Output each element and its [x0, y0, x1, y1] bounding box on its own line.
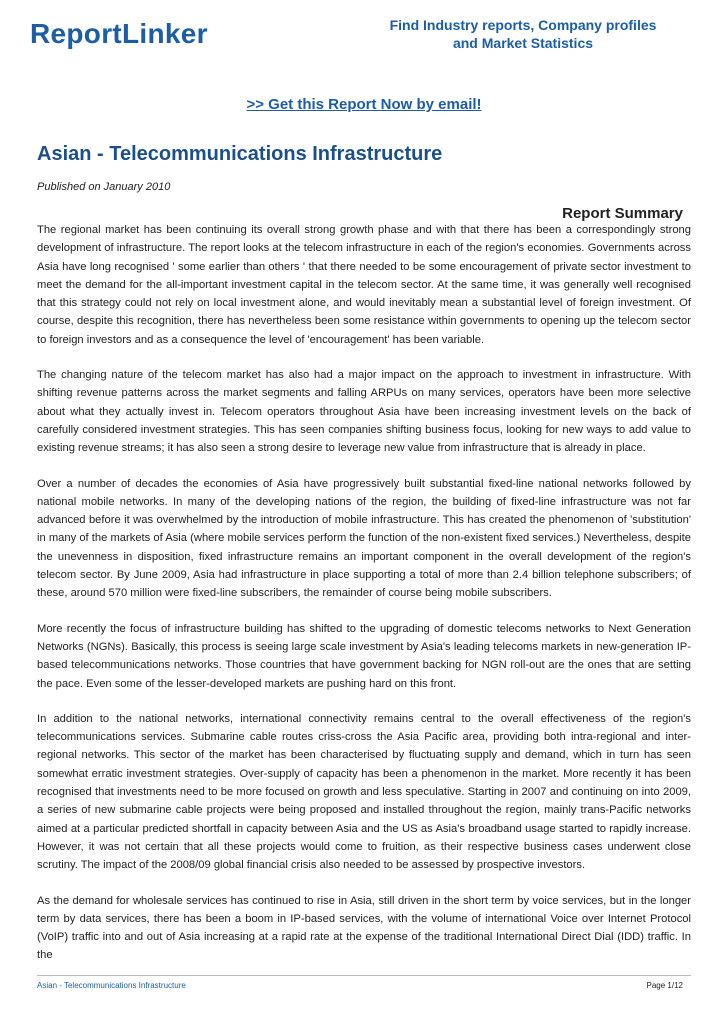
summary-paragraph: In addition to the national networks, international connectivity remains central to the overall effectiveness of the region's telecommunications services. Submarine cable routes criss-cross the Asia Pacific area, providing both intra-regional and inter-regional networks. This sector of the market has been characterised by fluctuating supply and demand, which in turn has seen somewhat erratic investment strategies. Over-supply of capacity has been a phenomenon in the market. More recently it has been recognised that investments need to be more focused on growth and less speculative. Starting in 2007 and continuing on into 2009, a series of new submarine cable projects were being proposed and installed throughout the region, mainly trans-Pacific networks aimed at a particular predicted shortfall in capacity between Asia and the US as Asia's broadband usage started to rapidly increase. However, it was not certain that all these projects would come to fruition, as their respective business cases underwent close scrutiny. The impact of the 2008/09 global financial crisis also needed to be assessed by prospective investors. — [37, 712, 691, 872]
header-tagline — [378, 16, 668, 52]
page-number: Page 1/12 — [646, 981, 683, 990]
summary-paragraph: The regional market has been continuing its overall strong growth phase and with that there has been a correspondingly strong development of infrastructure. The report looks at the telecom infrastructure in each of the region's economies. Governments across Asia have long recognised ' some earlier than others ' that there needed to be some encouragement of private sector investment to meet the demand for the all-important investment capital in the telecom sector. At the same time, it was generally well recognised that this strategy could not rely on local investment alone, and would inevitably mean a substantial level of foreign investment. Of course, despite this recognition, there has nevertheless been some resistance within governments to opening up the telecom sector to foreign investors and as a consequence the level of 'encouragement' has been variable. — [37, 224, 691, 346]
summary-paragraph: Over a number of decades the economies of Asia have progressively built substantial fixed-line national networks followed by national mobile networks. In many of the developing nations of the region, the building of fixed-line infrastructure was not far advanced before it was overwhelmed by the introduction of mobile infrastructure. This has created the phenomenon of 'substitution' in many of the markets of Asia (where mobile services perform the function of the non-existent fixed services.) Nevertheless, despite the unevenness in disposition, fixed infrastructure remains an important component in the overall development of the region's telecom sector. By June 2009, Asia had infrastructure in place supporting a total of more than 2.4 billion telephone subscribers; of these, around 570 million were fixed-line subscribers, the remainder of course being mobile subscribers. — [37, 477, 691, 600]
published-date: Published on January 2010 — [37, 181, 171, 193]
footer-report-link[interactable]: Asian - Telecommunications Infrastructure — [37, 981, 186, 990]
report-summary-body — [37, 221, 691, 982]
summary-paragraph: As the demand for wholesale services has continued to rise in Asia, still driven in the short term by voice services, but in the longer term by data services, there has been a boom in IP-based services, with the volume of international Voice over Internet Protocol (VoIP) traffic into and out of Asia increasing at a rapid rate at the expense of the traditional International Direct Dial (IDD) traffic. In the — [37, 894, 691, 962]
get-report-link[interactable]: >> Get this Report Now by email! — [246, 96, 482, 113]
report-title: Asian - Telecommunications Infrastructure — [37, 143, 443, 165]
summary-paragraph: More recently the focus of infrastructure building has shifted to the upgrading of domestic telecoms networks to Next Generation Networks (NGNs). Basically, this process is seeing large scale investment by Asia's leading telecoms markets in new-generation IP-based telecommunications networks. Those countries that have government backing for NGN roll-out are the ones that are setting the pace. Even some of the lesser-developed markets are pushing hard on this front. — [37, 622, 691, 690]
tagline-line-2: and Market Statistics — [452, 35, 594, 51]
reportlinker-logo[interactable]: ReportLinker — [30, 18, 208, 49]
summary-paragraph: The changing nature of the telecom market has also had a major impact on the approach to investment in infrastructure. With shifting revenue patterns across the market segments and falling ARPUs on many services, operators have been more selective about what they actually invest in. Telecom operators throughout Asia have been increasing investment levels on the back of carefully considered investment strategies. This has seen companies shifting business focus, looking for new ways to add value to existing revenue streams; it has also seen a strong desire to leverage new value from infrastructure that is already in place. — [37, 369, 691, 455]
report-summary-heading: Report Summary — [562, 205, 683, 222]
tagline-line-1: Find Industry reports, Company profiles — [389, 17, 657, 33]
footer-divider — [37, 975, 691, 976]
